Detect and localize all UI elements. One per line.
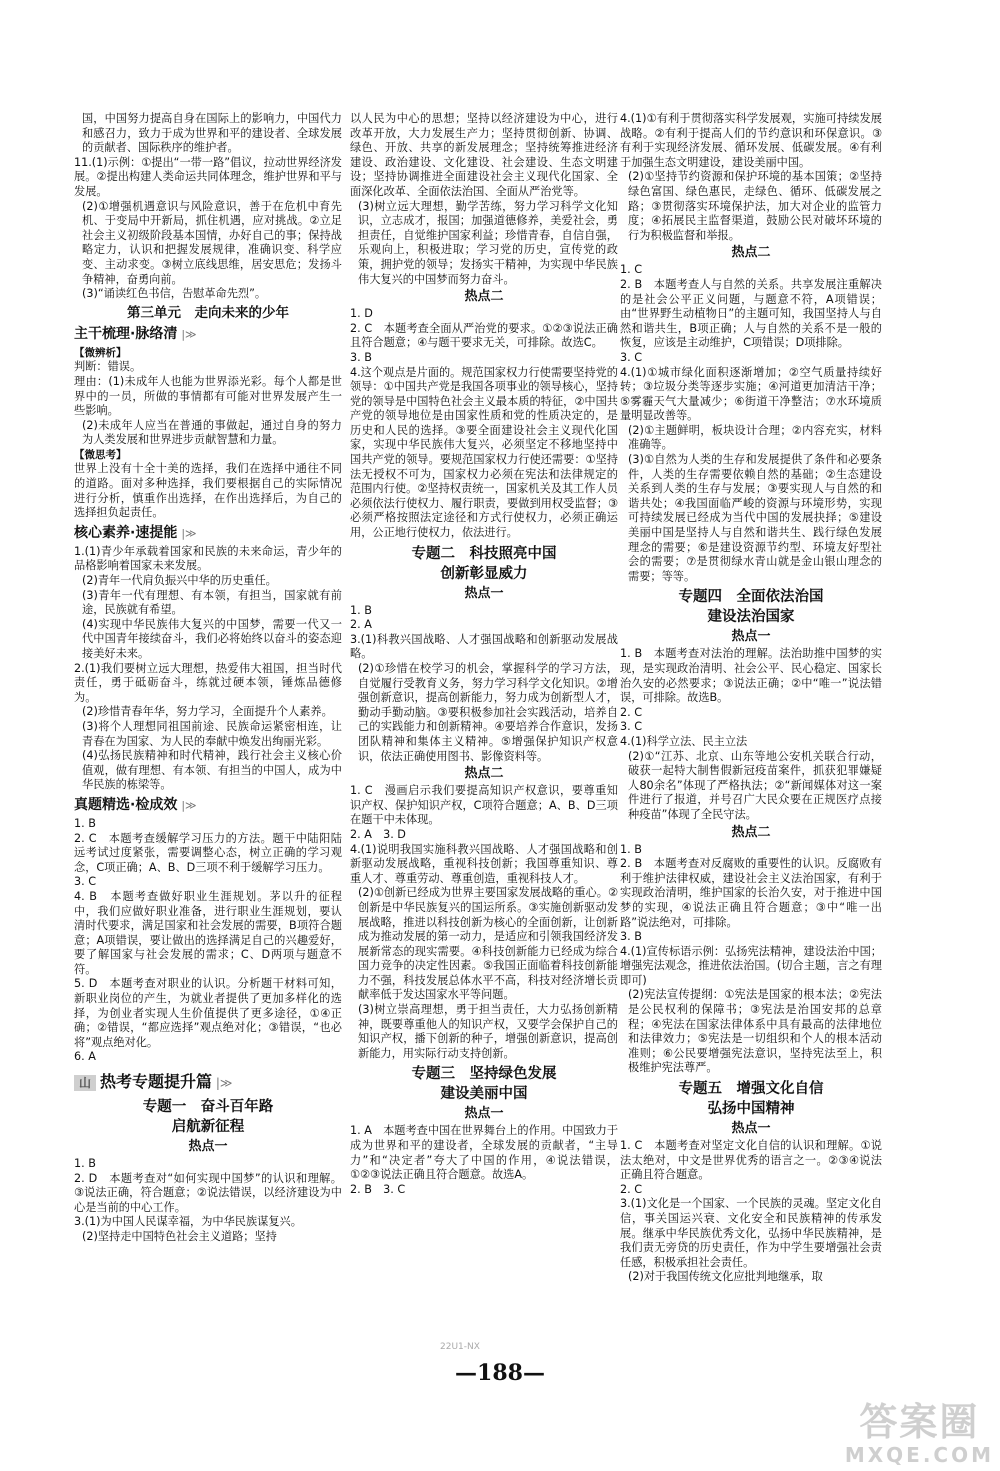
topic-title: 专题五 增强文化自信 <box>678 1081 824 1098</box>
answer-item: 3. C <box>620 720 643 734</box>
answer-item: (2)①珍惜在校学习的机会，掌握科学的学习方法，自觉履行受教育义务，努力学习科学文化知识。②增强创新意识，提高创新能力，努力成为创新型人才，勤动手勤动脑。③要积极参加社会实践活动，培养自己的实践能力和创新精神。④要培养合作意识，发扬团队精神和集体主义精神。⑤增强保护知识产权意识，依法正确使用图书、影像资料等。 <box>358 662 618 763</box>
answer-item: 4.(1)宣传标语示例：弘扬宪法精神，建设法治中国；增强宪法观念，推进依法治国。(切合主题，言之有理即可) <box>620 944 882 987</box>
hot-heading: 热点二 <box>731 824 771 840</box>
answer-item: (3)青年一代有理想、有本领，有担当，国家就有前途，民族就有希望。 <box>82 588 342 617</box>
topic-title: 专题四 全面依法治国 <box>678 589 824 606</box>
answer-item: 1. C <box>620 263 643 277</box>
answer-item: 2. D 本题考查对“如何实现中国梦”的认识和理解。③说法正确，符合题意；②说法错误，以经济建设为中心是当前的中心工作。 <box>74 1171 342 1214</box>
answer-item: 2.(1)我们要树立远大理想，热爱伟大祖国，担当时代责任，勇于砥砺奋斗，练就过硬本领，锤炼品德修为。 <box>74 661 342 704</box>
topic-title: 专题三 坚持绿色发展 <box>411 1066 557 1083</box>
topic-subtitle: 建设法治国家 <box>707 609 795 626</box>
mountain-icon: 山 <box>74 1075 96 1091</box>
answer-item: (2)对于我国传统文化应批判地继承，取 <box>628 1270 823 1284</box>
answer-item: 2. A <box>350 618 372 632</box>
answer-item: 3. C <box>74 875 97 889</box>
answer-item: 1.(1)青少年承载着国家和民族的未来命运，青少年的品格影响着国家未来发展。 <box>74 544 342 573</box>
page-number: —188— <box>455 1360 545 1386</box>
answer-item: 2. A 3. D <box>350 827 406 841</box>
section-heading: 真题精选·检成效 |≫ <box>74 796 197 813</box>
answer-item: 1. B <box>74 1157 96 1171</box>
answer-item: 2. C 本题考查缓解学习压力的方法。题干中陆阳陆远考试过度紧张，需要调整心态，树立正确的学习观念，C项正确；A、B、D三项不利于缓解学习压力。 <box>74 831 342 874</box>
watermark-url: MXQE.COM <box>844 1443 994 1467</box>
answer-item: 4.这个观点是片面的。规范国家权力行使需要坚持党的领导：①中国共产党是我国各项事业的领导核心，坚持党的领导是中国特色社会主义最本质的特征，②中国共产党的领导地位是由国家性质和党的性质决定的，是历史和人民的选择。③要全面建设社会主义现代化国家，实现中华民族伟大复兴，必须坚定不移地坚持中国共产党的领导。要规范国家权力行使还需要：①坚持法无授权不可为，国家权力必须在宪法和法律规定的范围内行使。②坚持权责统一，国家机关及其工作人员必须依法行使权力、履行职责，要做到用权受监督；③必须严格按照法定途径和方式行使权力，必须正确运用，公正地行使权力，依法进行。 <box>350 365 618 540</box>
answer-item: 4.(1)①有利于贯彻落实科学发展观，实施可持续发展战略。②有利于提高人们的节约意识和环保意识。③有利于实现经济发展、循环发展、低碳发展。④有利于加强生态文明建设，建设美丽中国。 <box>620 112 882 169</box>
answer-item: 1. C 本题考查对坚定文化自信的认识和理解。①说法太绝对，中文是世界优秀的语言之一。②③④说法正确且符合题意。 <box>620 1139 882 1182</box>
topic-subtitle: 创新彰显威力 <box>440 565 528 582</box>
answer-item: (3)①自然为人类的生存和发展提供了条件和必要条件，人类的生存需要依赖自然的基础；②生态建设关系到人类的生存与发展；③要实现人与自然的和谐共处；④我国面临严峻的资源与环境形势，实现可持续发展已经成为当代中国的发展抉择；⑤建设美丽中国是坚持人与自然和谐共生、践行绿色发展理念的需要；⑥是建设资源节约型、环境友好型社会的需要；⑦是贯彻绿水青山就是金山银山理念的需要；等等。 <box>628 453 882 583</box>
left-column <box>74 112 342 1245</box>
watermark-text: 答案圈 <box>859 1400 980 1444</box>
answer-item: 判断：错误。 <box>74 360 142 374</box>
right-column <box>620 112 882 1285</box>
tag-label: 【微辨析】 <box>74 346 127 359</box>
answer-item: 2. B 本题考查对反腐败的重要性的认识。反腐败有利于维护法律权威，建设社会主义法治国家，有利于实现政治清明，维护国家的长治久安，对于推进中国梦的实现，④说法正确且符合题意；③中“唯一出路”说法绝对，可排除。 <box>620 857 882 929</box>
answer-item: (3)将个人理想同祖国前途、民族命运紧密相连，让青春在为国家、为人民的奉献中焕发出绚丽光彩。 <box>82 719 342 748</box>
unit-title: 第三单元 走向未来的少年 <box>127 304 289 321</box>
answer-item: (2)①增强机遇意识与风险意识，善于在危机中育先机、于变局中开新局，抓住机遇，应对挑战。②立足社会主义初级阶段基本国情，办好自己的事；保持战略定力，认识和把握发展规律，准确识变、科学应变、主动求变。③树立底线思维，居安思危；发扬斗争精神，奋勇向前。 <box>82 199 342 286</box>
hot-heading: 热点二 <box>464 766 504 782</box>
answer-item: 3.(1)文化是一个国家、一个民族的灵魂。坚定文化自信，事关国运兴衰、文化安全和民族精神的传承发展。继承中华民族优秀文化，弘扬中华民族精神，是我们责无旁贷的历史责任，作为中学生要增强社会责任感，积极承担社会责任。 <box>620 1197 882 1269</box>
answer-item: (3)“诵读红色书信，告慰革命先烈”。 <box>82 287 267 301</box>
answer-item: 1. D <box>350 307 373 321</box>
answer-item: 3. C <box>620 350 643 364</box>
answer-item: 11.(1)示例：①提出“一带一路”倡议，拉动世界经济发展。②提出构建人类命运共同体理念，维护世界和平与发展。 <box>74 155 342 198</box>
answer-item: 1. B <box>350 603 372 617</box>
answer-item: (4)弘扬民族精神和时代精神，践行社会主义核心价值观，做有理想、有本领、有担当的中国人，成为中华民族的栋梁等。 <box>82 749 342 792</box>
answer-item: 4.(1)科学立法、民主立法 <box>620 734 748 748</box>
answer-item: (2)①“江苏、北京、山东等地公安机关联合行动，破获一起特大制售假新冠疫苗案件，抓获犯罪嫌疑人80余名”体现了严格执法；②“新闻媒体对这一案件进行了报道，并号召广大民众要在正规医疗点接种疫苗”体现了全民守法。 <box>628 749 882 821</box>
answer-item: (2)①主题鲜明，板块设计合理；②内容充实，材料准确等。 <box>628 423 882 452</box>
answer-item: (2)未成年人应当在普通的事做起，通过自身的努力为人类发展和世界进步贡献智慧和力量。 <box>82 418 342 447</box>
answer-item: 4.(1)①城市绿化面积逐渐增加；②空气质量持续好转；③垃圾分类等逐步实施；④河道更加清洁干净；⑤雾霾天气大量减少；⑥街道干净整洁；⑦水环境质量明显改善等。 <box>620 365 882 423</box>
answer-item: 3. B <box>620 930 642 944</box>
tag-label: 【微思考】 <box>74 448 127 461</box>
paragraph: 以人民为中心的思想；坚持以经济建设为中心，进行改革开放，大力发展生产力；坚持贯彻创新、协调、绿色、开放、共享的新发展理念；坚持统筹推进经济建设、政治建设、文化建设、社会建设、生态文明建设；坚持协调推进全面建设社会主义现代化国家、全面深化改革、全面依法治国、全面从严治党等。 <box>350 112 618 198</box>
section-heading: 主干梳理·脉络清 |≫ <box>74 325 197 342</box>
answer-item: 3.(1)为中国人民谋幸福，为中华民族谋复兴。 <box>74 1215 302 1229</box>
answer-item: 2. C <box>620 705 643 719</box>
answer-item: 3. B <box>350 350 372 364</box>
answer-item: 2. B 3. C <box>350 1182 406 1196</box>
topic-title: 专题一 奋斗百年路 <box>142 1099 274 1116</box>
answer-item: 1. B <box>74 816 96 830</box>
answer-item: (2)珍惜青春年华，努力学习，全面提升个人素养。 <box>82 705 333 719</box>
hot-heading: 热点一 <box>731 629 771 645</box>
hot-heading: 热点二 <box>731 245 771 261</box>
answer-item: (4)实现中华民族伟大复兴的中国梦，需要一代又一代中国青年接续奋斗，我们必将始终以奋斗的姿态迎接美好未来。 <box>82 617 342 660</box>
print-code: 22U1-NX <box>440 1342 480 1352</box>
answer-item: 4. B 本题考查做好职业生涯规划。茅以升的征程中，我们应做好职业准备，进行职业生涯规划，要认清时代要求，满足国家和社会发展的需要，B项符合题意；A项错误，要让做出的选择满足自己的兴趣爱好，要了解国家与社会发展的需求；C、D两项与题意不符。 <box>74 889 342 976</box>
paragraph: (3)树立远大理想，勤学苦练，努力学习科学文化知识，立志成才，报国；加强道德修养，美爱社会，勇担责任，自觉维护国家利益；珍惜青春，自信自强，乐观向上，积极进取；学习党的历史，宣传党的政策，拥护党的领导；发扬实干精神，为实现中华民族伟大复兴的中国梦而努力奋斗。 <box>358 199 618 286</box>
part-banner: 山 热考专题提升篇 |≫ <box>74 1071 342 1094</box>
answer-item: 1. B <box>620 842 642 856</box>
hot-heading: 热点二 <box>464 289 504 305</box>
answer-item: (2)①创新已经成为世界主要国家发展战略的重心。②创新是中华民族复兴的国运所系。③实施创新驱动发展战略，推进以科技创新为核心的全面创新，让创新成为推动发展的第一动力，是适应和引领我国经济发展新常态的现实需要。④科技创新能力已经成为综合国力竞争的决定性因素。⑤我国正面临着科技创新能力不强，科技发展总体水平不高，科技对经济增长贡献率低于发达国家水平等问题。 <box>358 886 618 1002</box>
answer-item: 5. D 本题考查对职业的认识。分析题干材料可知，新职业岗位的产生，为就业者提供了更加多样化的选择，为创业者实现人生价值提供了更多途径，①④正确；②错误，“都应选择”观点绝对化；③错误，“也必将”观点绝对化。 <box>74 977 342 1049</box>
arrow-icon: |≫ <box>181 798 197 812</box>
answer-item: (3)树立崇高理想，勇于担当责任，大力弘扬创新精神，既要尊重他人的知识产权，又要学会保护自己的知识产权，播下创新的种子，增强创新意识，提高创新能力，用实际行动支持创新。 <box>358 1003 618 1060</box>
answer-item: (2)坚持走中国特色社会主义道路；坚持 <box>82 1230 277 1243</box>
answer-item: (2)宪法宣传提纲：①宪法是国家的根本法；②宪法是公民权利的保障书；③宪法是治国安邦的总章程；④宪法在国家法律体系中具有最高的法律地位和法律效力；⑤宪法是一切组织和个人的根本活动准则；⑥公民要增强宪法意识，坚持宪法至上，积极维护宪法尊严。 <box>628 988 882 1075</box>
hot-heading: 热点一 <box>464 1106 504 1122</box>
answer-item: 6. A <box>74 1050 96 1064</box>
topic-subtitle: 建设美丽中国 <box>440 1086 528 1103</box>
answer-item: 4.(1)说明我国实施科教兴国战略、人才强国战略和创新驱动发展战略，重视科技创新；我国尊重知识、尊重人才、尊重劳动、尊重创造，重视科技人才。 <box>350 842 618 885</box>
hot-heading: 热点一 <box>188 1139 228 1155</box>
answer-item: 3.(1)科教兴国战略、人才强国战略和创新驱动发展战略。 <box>350 632 618 661</box>
answer-item: 1. A 本题考查中国在世界舞台上的作用。中国致力于成为世界和平的建设者，全球发展的贡献者，“主导力”和“决定者”夸大了中国的作用，④说法错误，①②③说法正确且符合题意。故选A。 <box>350 1124 619 1182</box>
arrow-icon: |≫ <box>181 526 197 540</box>
answer-item: 1. B 本题考查对法治的理解。法治助推中国梦的实现，是实现政治清明、社会公平、民心稳定、国家长治久安的必然要求；③说法正确；②中“唯一”说法错误，可排除。故选B。 <box>620 647 882 705</box>
answer-item: (2)①坚持节约资源和保护环境的基本国策；②坚持绿色富国、绿色惠民，走绿色、循环、低碳发展之路；③贯彻落实环境保护法，加大对企业的监管力度；④拓展民主监督渠道，鼓励公民对破坏环境的行为积极监督和举报。 <box>628 170 882 242</box>
answer-item: 理由：(1)未成年人也能为世界添光彩。每个人都是世界中的一员，所做的事情都有可能对世界发展产生一些影响。 <box>74 374 342 418</box>
arrow-icon: |≫ <box>181 327 197 341</box>
topic-subtitle: 弘扬中国精神 <box>707 1101 795 1118</box>
middle-column <box>350 112 618 1197</box>
answer-item: 世界上没有十全十美的选择，我们在选择中通往不同的道路。面对多种选择，我们要根据自己的实际情况进行分析，慎重作出选择，在作出选择后，为自己的选择担负起责任。 <box>74 462 342 520</box>
arrow-icon: |≫ <box>212 1076 233 1091</box>
hot-heading: 热点一 <box>731 1121 771 1137</box>
topic-subtitle: 启航新征程 <box>171 1119 245 1136</box>
answer-item: 2. C 本题考查全面从严治党的要求。①②③说法正确且符合题意；④与题干要求无关，可排除。故选C。 <box>350 321 618 350</box>
answer-item: (2)青年一代肩负振兴中华的历史重任。 <box>82 574 277 588</box>
answer-item: 2. B 本题考查人与自然的关系。共享发展注重解决的是社会公平正义问题，与题意不符，A项错误；由“世界野生动植物日”的主题可知，我国坚持人与自然和谐共生，B项正确；人与自然的关系不是一般的恢复，应该是主动维护，C项错误；D项排除。 <box>620 277 882 350</box>
hot-heading: 热点一 <box>464 585 504 601</box>
topic-title: 专题二 科技照亮中国 <box>411 545 557 562</box>
paragraph: 国，中国努力提高自身在国际上的影响力，中国代力和感召力，致力于成为世界和平的建设者、全球发展的贡献者、国际秩序的维护者。 <box>82 112 342 155</box>
watermark-logo <box>845 1401 994 1467</box>
answer-item: 2. C <box>620 1182 643 1196</box>
answer-item: 1. C 漫画启示我们要提高知识产权意识，要尊重知识产权、保护知识产权，C项符合题意；A、B、D三项在题干中未体现。 <box>350 784 618 827</box>
section-heading: 核心素养·速提能 |≫ <box>74 524 197 541</box>
